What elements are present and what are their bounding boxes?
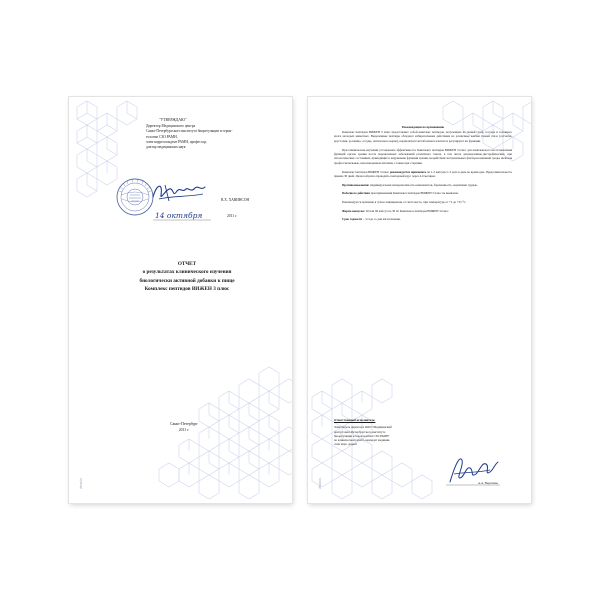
- side-url: vitual.ru: [318, 477, 322, 489]
- executor-heading: Ответственный исполнитель:: [334, 418, 376, 422]
- paragraph: Комплекс пептидов ВИЖЕН 3 плюс представляет собой комплекс пептидов, полученных из тканей глаза, сосудов и головного мозга молодых животных. Выделенные пептиды обладают избирательным действием на различные клетки тканей глаза (сетчатка, хрусталик, роговица, сосуды, оптического нерва), нормализуют метаболизм в клетках и регулируют их функции.: [334, 129, 512, 143]
- paragraph: Форма выпуска: 20 или 60 капсул по 30 мг Комплекса пептидов ВИЖЕН 3 плюс.: [342, 208, 450, 213]
- title-line: о результатах клинического изучения: [142, 269, 232, 276]
- approval-block: [137, 118, 285, 150]
- paragraph: Комплекс пептидов ВИЖЕН 3 плюс рекомендуется принимать по 1-2 капсулы 1-3 раза в день во время еды. Продолжительность приема 30 дней. Целесообразно проводить повторный курс через 4-6 месяцев.: [334, 169, 512, 178]
- title-line: биологически активной добавки к пище: [139, 277, 235, 284]
- handwritten-date: [153, 209, 223, 221]
- executor-name: А.А. Веретенко: [478, 481, 499, 485]
- executor-line: по клинической работе, кандидат медицин-: [334, 438, 391, 443]
- approval-line: Санкт-Петербургского института биорегуляции и герон-: [146, 129, 233, 134]
- approval-heading: "УТВЕРЖДАЮ": [159, 118, 187, 122]
- title-page: [69, 97, 292, 503]
- executor-line: ских наук, доцент: [334, 442, 358, 447]
- svg-text:14 октября: 14 октября: [155, 211, 203, 220]
- approval-year: 2011 г.: [227, 214, 237, 218]
- paragraph: При клиническом изучении установлена эффективность Комплекса пептидов ВИЖЕН 3 плюс для комплексного восстановления функций органа зрения после перенесенных заболеваний различного генеза, в том числе дегенеративно-дистрофических, при патологических состояниях, приводящих к нарушению функции зрения, воздействии экстремальных факторов внешней среды, включая профессиональные, неполноценном питании, а также при старении.: [334, 147, 512, 165]
- recommendations-page: [308, 97, 531, 503]
- approval-line: Директор Медицинского центра: [146, 124, 196, 129]
- title-line: ОТЧЕТ: [177, 261, 197, 267]
- year: 2011 г.: [178, 427, 190, 432]
- approval-line: доктор медицинских наук: [146, 145, 186, 150]
- round-seal-stamp: [115, 177, 155, 217]
- approval-line: член-корреспондент РАМН, профессор,: [146, 139, 207, 144]
- title-line: Комплекс пептидов ВИЖЕН 3 плюс: [144, 286, 230, 293]
- paragraph: Рекомендуется хранение в сухом защищенном от света месте, при температуре от +2 до +25 °С.: [342, 199, 467, 204]
- executor-line: центр Санкт-Петербургского института: [334, 429, 386, 434]
- document-title: [107, 260, 267, 294]
- side-url: vitual.ru: [79, 477, 83, 489]
- paragraph: Противопоказания: индивидуальная непереносимость компонентов, беременность, кормление грудью.: [342, 182, 478, 187]
- director-name: В.Х. ХАВИНСОН: [221, 198, 250, 202]
- paragraph: Побочного действия при применении Комплекса пептидов ВИЖЕН 3 плюс не выявлено.: [342, 191, 459, 196]
- executor-line: Заместитель директора ООО "Медицинский: [334, 425, 392, 430]
- responsible-executor-block: [334, 418, 454, 447]
- approval-line: тологии СЗО РАМН,: [146, 134, 178, 139]
- hexagon-pattern-background: [69, 97, 292, 503]
- place-and-year: [129, 422, 239, 433]
- paragraph: Срок годности – 3 года со дня изготовления.: [342, 217, 401, 222]
- director-signature: [151, 179, 209, 205]
- recommendations-body: [334, 125, 512, 224]
- executor-line: биорегуляции и геронтологии СЗО РАМН": [334, 433, 390, 438]
- city: Санкт-Петербург: [170, 422, 198, 426]
- recommendations-heading: Рекомендации по применению: [401, 125, 445, 129]
